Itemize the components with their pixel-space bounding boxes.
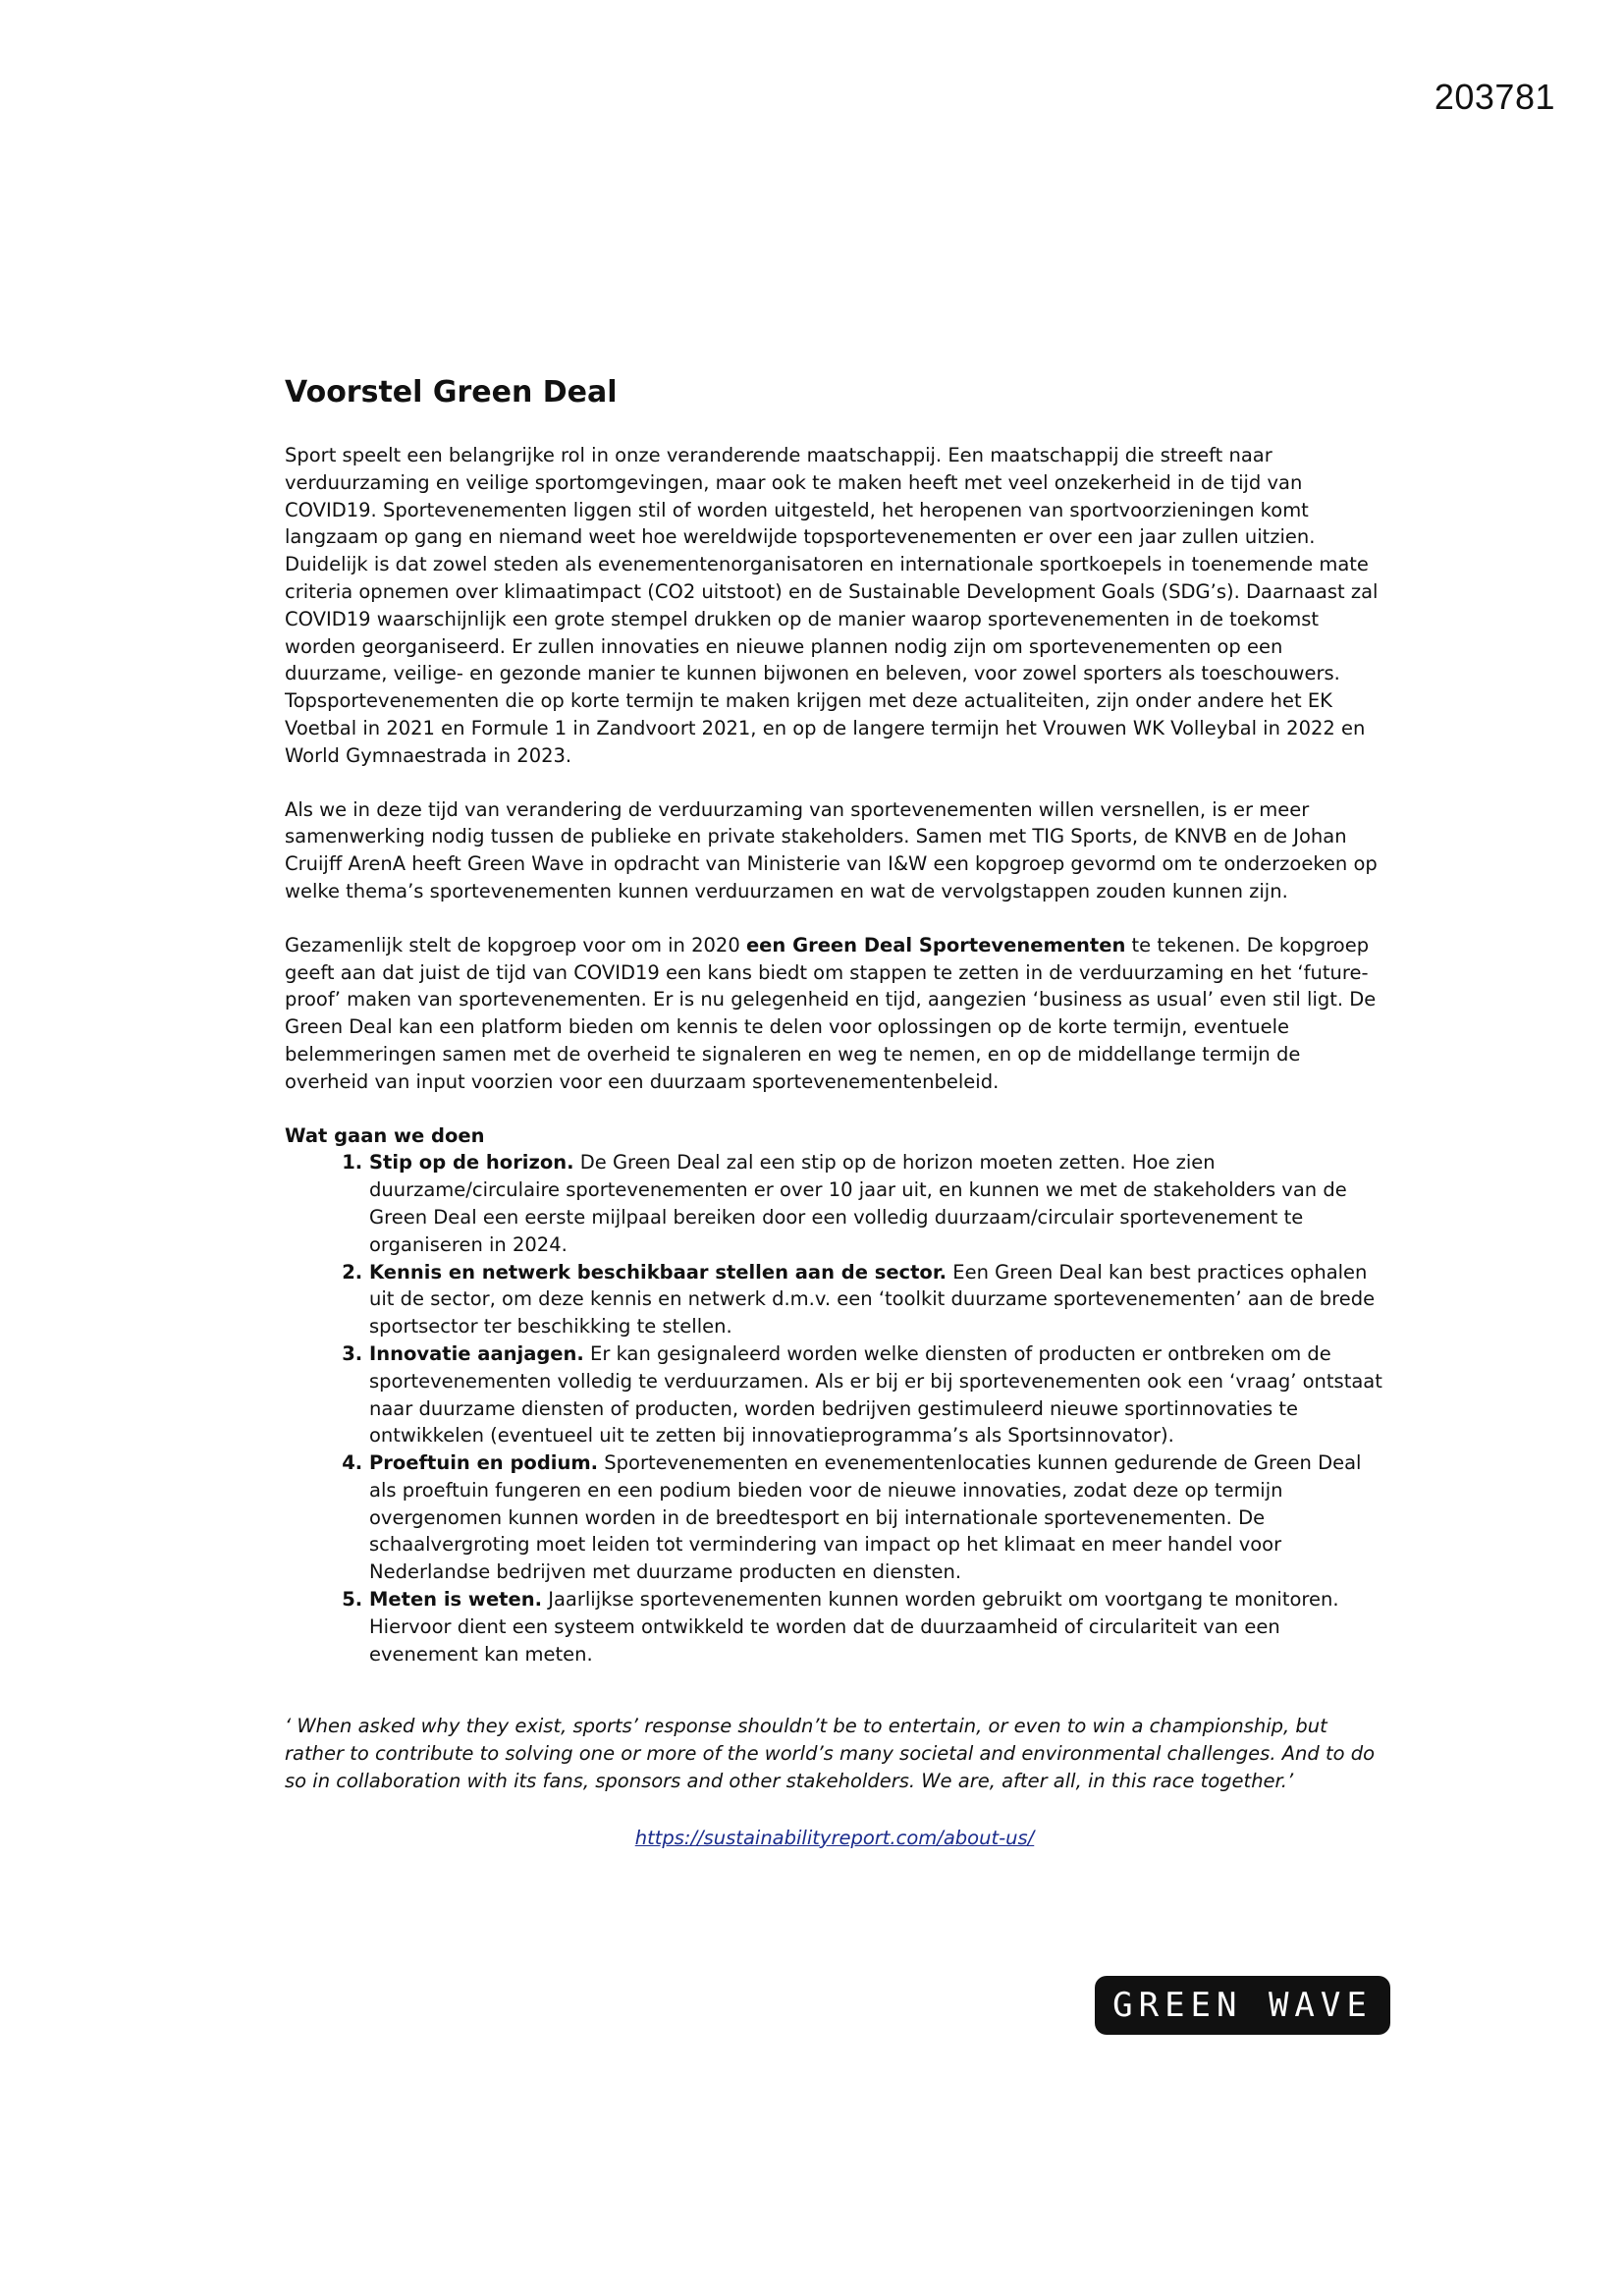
list-item-title: Innovatie aanjagen. [369,1341,584,1365]
page-title: Voorstel Green Deal [285,375,618,410]
list-item-text: Sportevenementen en evenementenlocaties kunnen gedurende de Green Deal als proeftuin fungeren en een podium bieden voor de nieuwe innovaties, zodat deze op termijn overgenomen kunnen worden in de breedtesport en bij internationale sportevenementen. De schaalvergroting moet leiden tot vermindering van impact op het klimaat en meer handel voor Nederlandse bedrijven met duurzame producten en diensten. [369,1451,1362,1584]
paragraph-proposal-bold: een Green Deal Sportevenementen [745,933,1126,957]
list-item-title: Kennis en netwerk beschikbaar stellen aan de sector. [369,1260,947,1284]
list-item-text: De Green Deal zal een stip op de horizon moeten zetten. Hoe zien duurzame/circulaire sportevenementen er over 10 jaar uit, en kunnen we met de stakeholders van de Green Deal een eerste mijlpaal bereiken door een volledig duurzaam/circulair sportevenement te organiseren in 2024. [369,1151,1347,1256]
paragraph-intro: Sport speelt een belangrijke rol in onze veranderende maatschappij. Een maatschappij die streeft naar verduurzaming en veilige sportomgevingen, maar ook te maken heeft met veel onzekerheid in de tijd van COVID19. Sportevenementen liggen stil of worden uitgesteld, het heropenen van sportvoorzieningen komt langzaam op gang en niemand weet hoe wereldwijde topsportevenementen er over een jaar zullen uitzien. Duidelijk is dat zowel steden als evenementenorganisatoren en internationale sportkoepels in toenemende mate criteria opnemen over klimaatimpact (CO2 uitstoot) en de Sustainable Development Goals (SDG’s). Daarnaast zal COVID19 waarschijnlijk een grote stempel drukken op de manier waarop sportevenementen in de toekomst worden georganiseerd. Er zullen innovaties en nieuwe plannen nodig zijn om sportevenementen op een duurzame, veilige- en gezonde manier te kunnen bijwonen en beleven, voor zowel sporters als toeschouwers. Topsportevenementen die op korte termijn te maken krijgen met deze actualiteiten, zijn onder andere het EK Voetbal in 2021 en Formule 1 in Zandvoort 2021, en op de langere termijn het Vrouwen WK Volleybal in 2022 en World Gymnaestrada in 2023. [285,444,1379,767]
document-number: 203781 [1434,77,1555,117]
list-item-text: Er kan gesignaleerd worden welke diensten of producten er ontbreken om de sportevenementen volledig te verduurzamen. Als er bij er bij sportevenementen ook een ‘vraag’ ontstaat naar duurzame diensten of producten, worden bedrijven gestimuleerd nieuwe sportinnovaties te ontwikkelen (eventueel uit te zetten bij innovatieprogramma’s als Sportsinnovator). [369,1341,1382,1448]
list-item-title: Proeftuin en podium. [369,1451,599,1475]
document-body [285,373,1384,1852]
paragraph-collaboration: Als we in deze tijd van verandering de verduurzaming van sportevenementen willen versnellen, is er meer samenwerking nodig tussen de publieke en private stakeholders. Samen met TIG Sports, de KNVB en de Johan Cruijff ArenA heeft Green Wave in opdracht van Ministerie van I&W een kopgroep gevormd om te onderzoeken op welke thema’s sportevenementen kunnen verduurzamen en wat de vervolgstappen zouden kunnen zijn. [285,797,1378,902]
list-item-title: Stip op de horizon. [369,1151,574,1175]
green-wave-logo: GREEN WAVE [1095,1976,1390,2035]
list-item-title: Meten is weten. [369,1588,543,1612]
list-item [369,1586,1384,1667]
action-list [285,1149,1384,1667]
list-item [369,1259,1384,1340]
paragraph-proposal-start: Gezamenlijk stelt de kopgroep voor om in 2020 [285,933,746,957]
quote: ‘ When asked why they exist, sports’ response shouldn’t be to entertain, or even to win a championship, but rather to contribute to solving one or more of the world’s many societal and environmental challenges. And to do so in collaboration with its fans, sponsors and other stakeholders. We are, after all, in this race together.’ [285,1715,1376,1793]
list-item-text: Jaarlijkse sportevenementen kunnen worden gebruikt om voortgang te monitoren. Hiervoor dient een systeem ontwikkeld te worden dat de duurzaamheid of circulariteit van een evenement kan meten. [369,1588,1339,1666]
list-item [369,1449,1384,1586]
paragraph-proposal-end: te tekenen. De kopgroep geeft aan dat juist de tijd van COVID19 een kans biedt om stappen te zetten in de verduurzaming en het ‘future-proof’ maken van sportevenementen. Er is nu gelegenheid en tijd, aangezien ‘business as usual’ even stil ligt. De Green Deal kan een platform bieden om kennis te delen voor oplossingen op de korte termijn, eventuele belemmeringen samen met de overheid te signaleren en weg te nemen, en op de middellange termijn de overheid van input voorzien voor een duurzaam sportevenementenbeleid. [285,933,1377,1093]
list-item-text: Een Green Deal kan best practices ophalen uit de sector, om deze kennis en netwerk d.m.v. een ‘toolkit duurzame sportevenementen’ aan de brede sportsector ter beschikking te stellen. [369,1260,1376,1339]
list-item [369,1149,1384,1258]
list-item [369,1340,1384,1449]
paragraph-proposal [285,932,1384,1096]
source-link[interactable]: https://sustainabilityreport.com/about-us/ [634,1826,1035,1849]
section-heading: Wat gaan we doen [285,1123,485,1147]
